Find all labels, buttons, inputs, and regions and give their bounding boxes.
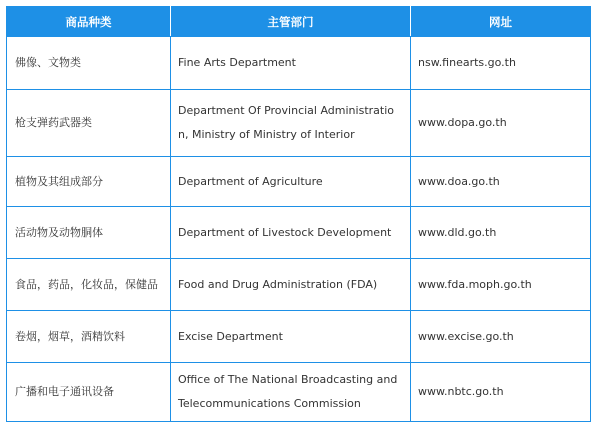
regulatory-authorities-table <box>6 6 591 422</box>
cell-website: www.nbtc.go.th <box>411 363 591 422</box>
table-header-row <box>7 7 591 37</box>
cell-category: 卷烟，烟草，酒精饮料 <box>7 311 171 363</box>
cell-department: Fine Arts Department <box>171 37 411 90</box>
cell-department: Department of Livestock Development <box>171 207 411 259</box>
table-body <box>7 37 591 422</box>
cell-category: 食品，药品，化妆品，保健品 <box>7 259 171 311</box>
header-category: 商品种类 <box>7 7 171 37</box>
table-row <box>7 311 591 363</box>
cell-website: www.excise.go.th <box>411 311 591 363</box>
cell-department: Excise Department <box>171 311 411 363</box>
table-row <box>7 363 591 422</box>
table-row <box>7 90 591 157</box>
cell-category: 活动物及动物胴体 <box>7 207 171 259</box>
table-header <box>7 7 591 37</box>
cell-website: nsw.finearts.go.th <box>411 37 591 90</box>
cell-department: Department of Agriculture <box>171 157 411 207</box>
header-website: 网址 <box>411 7 591 37</box>
cell-website: www.doa.go.th <box>411 157 591 207</box>
table-row <box>7 259 591 311</box>
cell-department: Food and Drug Administration (FDA) <box>171 259 411 311</box>
cell-department: Department Of Provincial Administratio n, Ministry of Ministry of Interior <box>171 90 411 157</box>
regulatory-table-container <box>6 6 590 422</box>
cell-department: Office of The National Broadcasting and Telecommunications Commission <box>171 363 411 422</box>
cell-category: 枪支弹药武器类 <box>7 90 171 157</box>
cell-website: www.dopa.go.th <box>411 90 591 157</box>
table-row <box>7 37 591 90</box>
table-row <box>7 207 591 259</box>
cell-category: 植物及其组成部分 <box>7 157 171 207</box>
cell-website: www.fda.moph.go.th <box>411 259 591 311</box>
table-row <box>7 157 591 207</box>
cell-category: 佛像、文物类 <box>7 37 171 90</box>
cell-website: www.dld.go.th <box>411 207 591 259</box>
header-department: 主管部门 <box>171 7 411 37</box>
cell-category: 广播和电子通讯设备 <box>7 363 171 422</box>
